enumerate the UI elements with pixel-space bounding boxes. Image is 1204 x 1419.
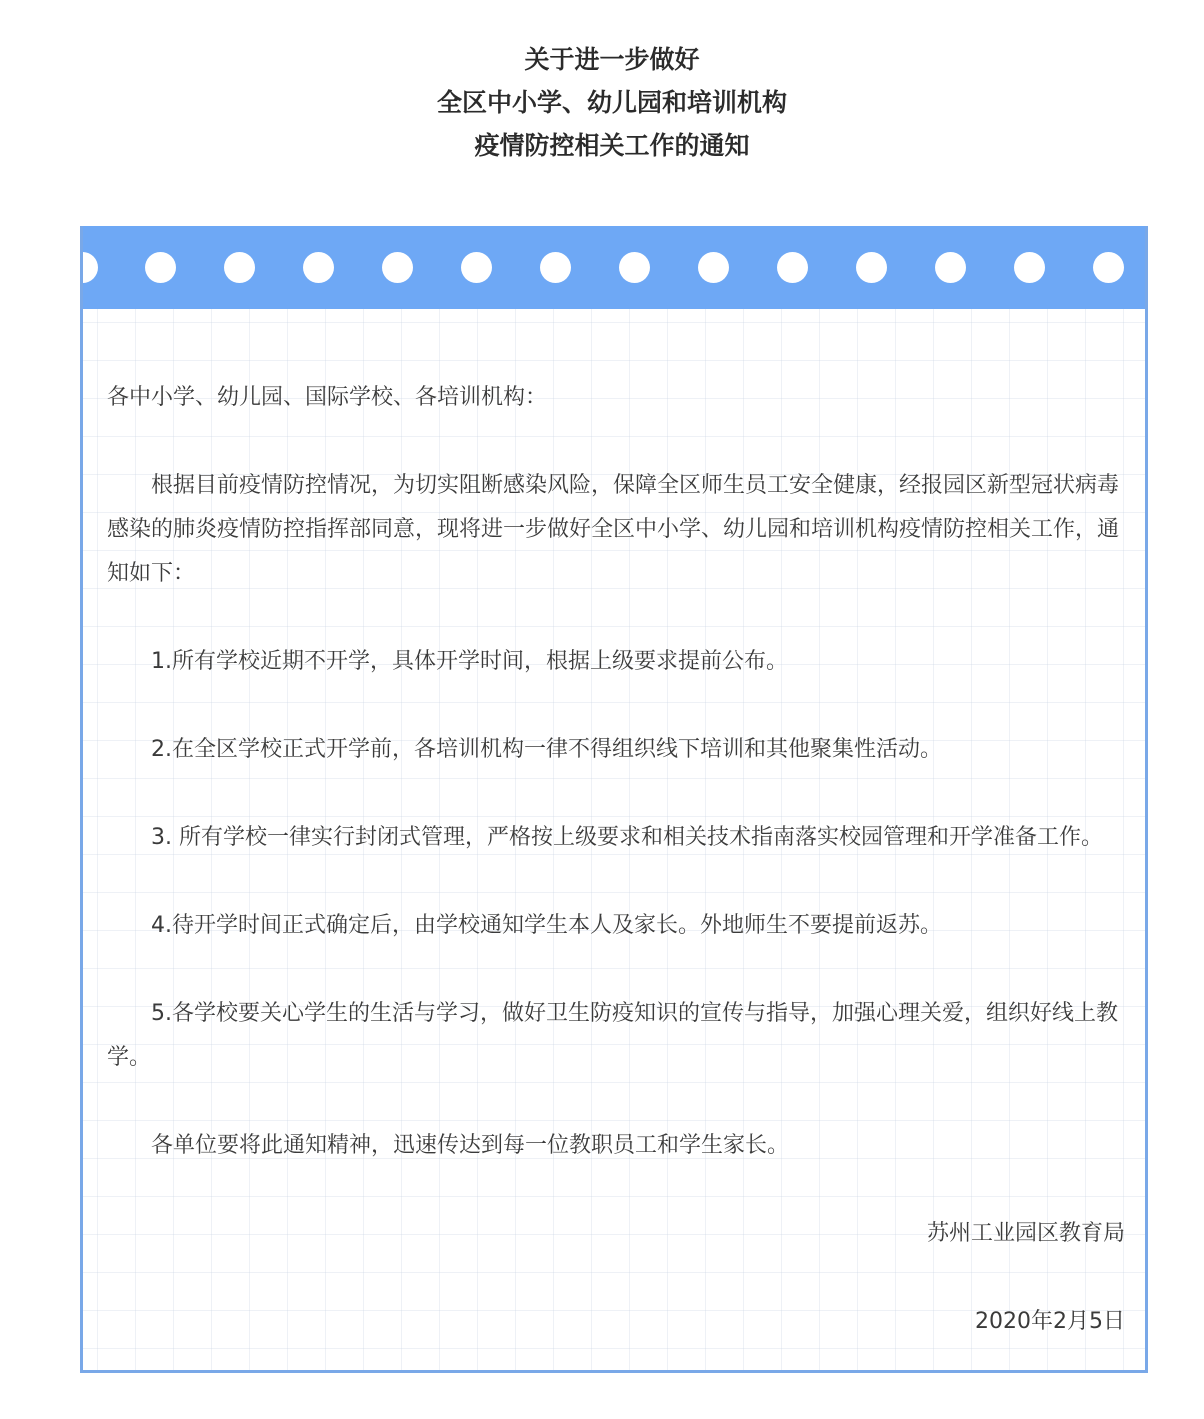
item-2: 2.在全区学校正式开学前，各培训机构一律不得组织线下培训和其他聚集性活动。 [151,737,942,762]
binding-hole [856,252,887,283]
notebook-card [80,226,1148,1373]
binding-hole [382,252,413,283]
title-line-3: 疫情防控相关工作的通知 [474,131,750,160]
item-5: 5.各学校要关心学生的生活与学习，做好卫生防疫知识的宣传与指导，加强心理关爱，组织好线上教学。 [107,1001,1118,1070]
binding-hole [303,252,334,283]
closing-paragraph: 各单位要将此通知精神，迅速传达到每一位教职员工和学生家长。 [151,1133,790,1158]
title-line-2: 全区中小学、幼儿园和培训机构 [436,88,787,117]
signature-date: 2020年2月5日 [975,1309,1125,1334]
binding-hole [83,252,98,283]
notebook-binding-strip [83,226,1145,309]
signature-org: 苏州工业园区教育局 [926,1221,1125,1246]
item-3: 3. 所有学校一律实行封闭式管理，严格按上级要求和相关技术指南落实校园管理和开学准备工作。 [151,825,1103,850]
salutation: 各中小学、幼儿园、国际学校、各培训机构： [107,385,548,410]
binding-hole [540,252,571,283]
binding-hole [461,252,492,283]
binding-hole [1014,252,1045,283]
binding-hole [224,252,255,283]
notice-body [107,376,1125,1373]
title-line-1: 关于进一步做好 [524,45,700,74]
binding-hole [619,252,650,283]
binding-hole [935,252,966,283]
binding-hole [145,252,176,283]
binding-hole [698,252,729,283]
binding-hole [777,252,808,283]
item-1: 1.所有学校近期不开学，具体开学时间，根据上级要求提前公布。 [151,649,788,674]
intro-paragraph: 根据目前疫情防控情况，为切实阻断感染风险，保障全区师生员工安全健康，经报园区新型冠状病毒感染的肺炎疫情防控指挥部同意，现将进一步做好全区中小学、幼儿园和培训机构疫情防控相关工作，通知如下： [107,473,1120,586]
page-title [0,38,1204,167]
binding-hole [1093,252,1124,283]
item-4: 4.待开学时间正式确定后，由学校通知学生本人及家长。外地师生不要提前返苏。 [151,913,942,938]
